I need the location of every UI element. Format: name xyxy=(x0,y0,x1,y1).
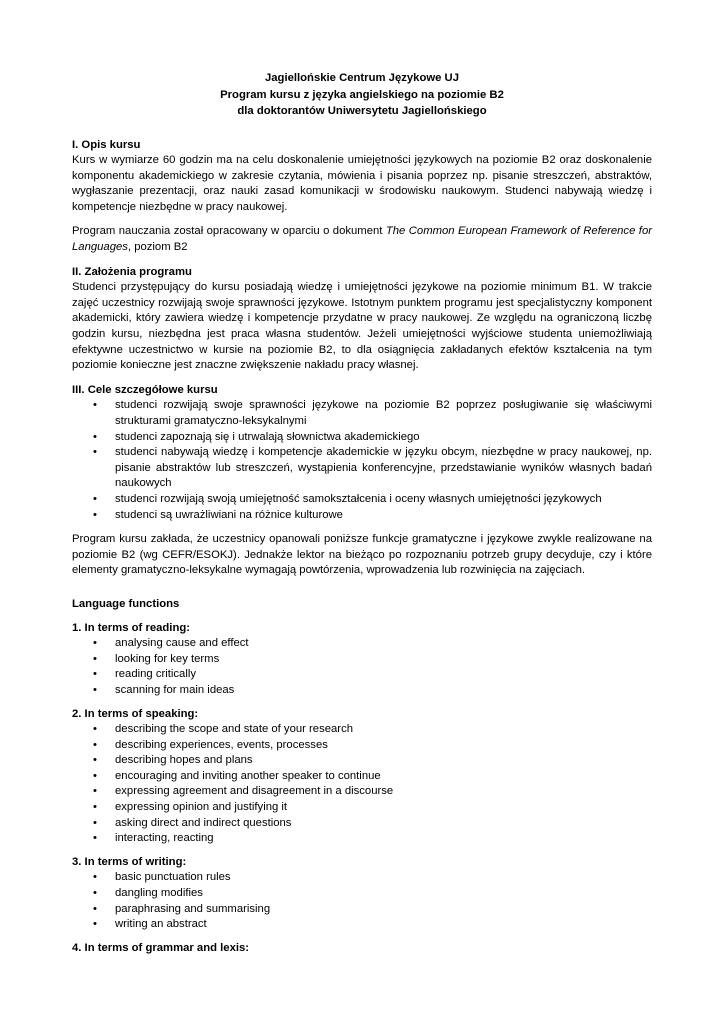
goals-list xyxy=(72,398,652,523)
speaking-block xyxy=(72,707,652,847)
list-item: • analysing cause and effect xyxy=(93,637,249,650)
list-item: • paraphrasing and summarising xyxy=(93,902,271,915)
list-item: • writing an abstract xyxy=(93,918,207,931)
list-item: • describing experiences, events, processes xyxy=(93,738,328,751)
reading-list xyxy=(72,636,652,698)
reading-heading: 1. In terms of reading: xyxy=(72,621,191,634)
cefr-title: The Common European Framework of Reference for Languages xyxy=(72,225,652,254)
list-item: • studenci nabywają wiedzę i kompetencje akademickie w języku obcym, niezbędne w pracy naukowej, np. pisanie abstraktów lub streszczeń, wystąpienia konferencyjne, przedstawianie wyników własnych badań naukowych xyxy=(93,446,652,490)
section-course-description xyxy=(72,138,652,256)
list-item: • basic punctuation rules xyxy=(93,871,231,884)
list-item: • describing the scope and state of your research xyxy=(93,723,354,736)
list-item: • asking direct and indirect questions xyxy=(93,816,292,829)
list-item: • reading critically xyxy=(93,668,196,681)
writing-heading: 3. In terms of writing: xyxy=(72,855,187,868)
writing-list xyxy=(72,870,652,932)
section-detailed-goals xyxy=(72,383,652,579)
list-item: • scanning for main ideas xyxy=(93,683,235,696)
list-item: • studenci rozwijają swoje sprawności językowe na poziomie B2 poprzez posługiwanie się właściwymi strukturami gramatyczno-leksykalnymi xyxy=(93,399,652,427)
paragraph: Program kursu zakłada, że uczestnicy opanowali poniższe funkcje gramatyczne i językowe zwykle realizowane na poziomie B2 (wg CEFR/ESOKJ). Jednakże lektor na bieżąco po rozpoznaniu potrzeb grupy decyduje, czy i które elementy gramatyczno-leksykalne wymagają powtórzenia, wprowadzenia lub rozwinięcia na zajęciach. xyxy=(72,533,652,577)
list-item: • encouraging and inviting another speaker to continue xyxy=(93,769,381,782)
institution-title: Jagiellońskie Centrum Językowe UJ xyxy=(264,72,459,84)
audience-title: dla doktorantów Uniwersytetu Jagiellońskiego xyxy=(237,105,487,117)
list-item: • describing hopes and plans xyxy=(93,754,253,767)
paragraph-reference: Program nauczania został opracowany w oparciu o dokument The Common European Framework of Reference for Languages, poziom B2 xyxy=(72,225,652,254)
speaking-list xyxy=(72,722,652,847)
section-heading: I. Opis kursu xyxy=(72,138,141,151)
reading-block xyxy=(72,621,652,699)
list-item: • studenci są uwrażliwiani na różnice kulturowe xyxy=(93,508,343,521)
list-item: • dangling modifies xyxy=(93,887,203,900)
document-header xyxy=(72,70,652,120)
section-program-assumptions xyxy=(72,265,652,374)
list-item: • looking for key terms xyxy=(93,652,220,665)
list-item: • studenci rozwijają swoją umiejętność samokształcenia i oceny własnych umiejętności językowych xyxy=(93,492,602,505)
program-title: Program kursu z języka angielskiego na poziomie B2 xyxy=(220,88,504,101)
language-functions-heading: Language functions xyxy=(72,597,180,610)
section-heading: II. Założenia programu xyxy=(72,265,192,278)
list-item: • expressing opinion and justifying it xyxy=(93,801,288,814)
list-item: • expressing agreement and disagreement in a discourse xyxy=(93,785,394,798)
speaking-heading: 2. In terms of speaking: xyxy=(72,707,199,720)
section-heading: III. Cele szczegółowe kursu xyxy=(72,383,218,396)
list-item: • studenci zapoznają się i utrwalają słownictwa akademickiego xyxy=(93,430,420,443)
paragraph: Studenci przystępujący do kursu posiadają wiedzę i umiejętności językowe na poziomie minimum B1. W trakcie zajęć uczestnicy rozwijają swoje sprawności językowe. Istotnym punktem programu jest specjalistyczny komponent akademicki, który zawiera wiedzę i kompetencje przydatne w pracy naukowej. Ze względu na ograniczoną liczbę godzin kursu, niezbędna jest praca własna studentów. Jeżeli umiejętności wyjściowe studenta uniemożliwiają efektywne uczestnictwo w kursie na poziomie B2, to dla osiągnięcia zakładanych efektów kształcenia na tym poziomie konieczne jest znaczne zwiększenie nakładu pracy własnej. xyxy=(72,281,652,372)
list-item: • interacting, reacting xyxy=(93,832,214,845)
writing-block xyxy=(72,855,652,933)
paragraph: Kurs w wymiarze 60 godzin ma na celu doskonalenie umiejętności językowych na poziomie B2 oraz doskonalenie komponentu akademickiego w zakresie czytania, mówienia i pisania poprzez np. pisanie streszczeń, abstraktów, wygłaszanie prezentacji, oraz nauki zasad komunikacji w środowisku naukowym. Studenci nabywają wiedzę i kompetencje niezbędne w pracy naukowej. xyxy=(72,154,652,213)
grammar-heading: 4. In terms of grammar and lexis: xyxy=(72,941,250,954)
